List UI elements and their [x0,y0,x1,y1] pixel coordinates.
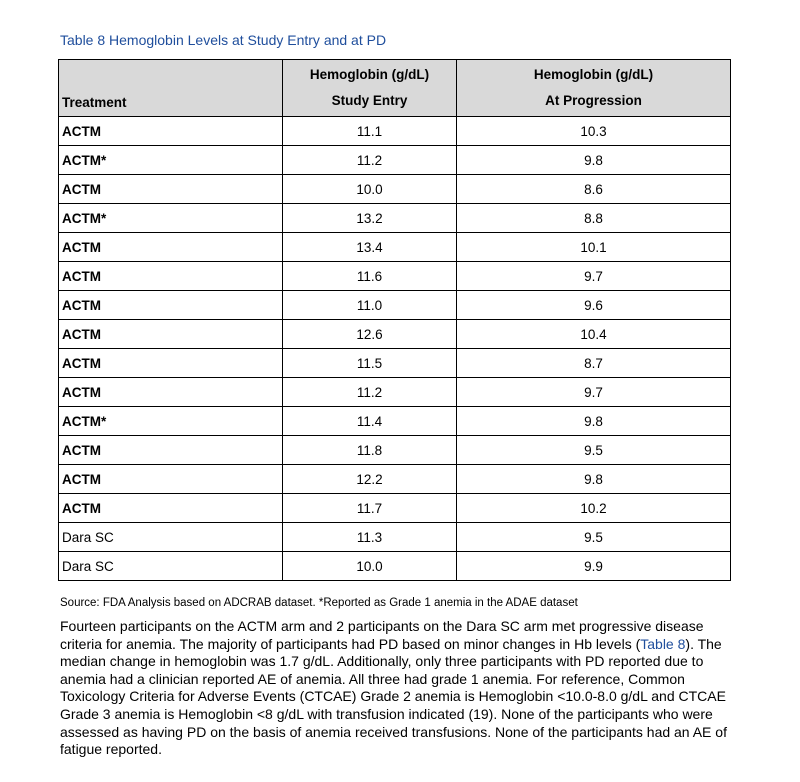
treatment-cell: Dara SC [59,552,283,581]
header-study-entry [283,60,457,117]
treatment-cell: Dara SC [59,523,283,552]
table-caption: Table 8 Hemoglobin Levels at Study Entry and at PD [60,32,387,48]
study-entry-cell: 13.4 [283,233,457,262]
treatment-cell: ACTM [59,291,283,320]
study-entry-cell: 11.7 [283,494,457,523]
progression-cell: 9.5 [457,523,731,552]
table-header-row [59,60,731,117]
header-study-entry-line2: Study Entry [331,93,408,108]
progression-cell: 8.7 [457,349,731,378]
table-row [59,436,731,465]
table-row [59,117,731,146]
treatment-cell: ACTM [59,262,283,291]
table-row [59,233,731,262]
hemoglobin-table [58,59,731,581]
study-entry-cell: 10.0 [283,552,457,581]
table-row [59,175,731,204]
progression-cell: 9.8 [457,407,731,436]
treatment-cell: ACTM [59,175,283,204]
progression-cell: 9.7 [457,378,731,407]
study-entry-cell: 11.4 [283,407,457,436]
table-row [59,378,731,407]
study-entry-cell: 11.5 [283,349,457,378]
treatment-cell: ACTM [59,233,283,262]
table-row [59,552,731,581]
study-entry-cell: 11.6 [283,262,457,291]
treatment-cell: ACTM [59,320,283,349]
header-progression-line1: Hemoglobin (g/dL) [533,67,654,82]
table-row [59,204,731,233]
study-entry-cell: 12.2 [283,465,457,494]
treatment-cell: ACTM* [59,204,283,233]
progression-cell: 10.1 [457,233,731,262]
progression-cell: 10.3 [457,117,731,146]
table-row [59,291,731,320]
table-row [59,320,731,349]
progression-cell: 9.8 [457,465,731,494]
study-entry-cell: 12.6 [283,320,457,349]
progression-cell: 9.8 [457,146,731,175]
study-entry-cell: 13.2 [283,204,457,233]
table-8-link[interactable]: Table 8 [640,635,686,652]
study-entry-cell: 11.2 [283,146,457,175]
table-source-note: Source: FDA Analysis based on ADCRAB dataset. *Reported as Grade 1 anemia in the ADAE dataset [60,597,578,609]
header-treatment: Treatment [59,60,283,117]
study-entry-cell: 11.2 [283,378,457,407]
study-entry-cell: 11.1 [283,117,457,146]
body-paragraph [60,618,740,759]
table-row [59,523,731,552]
study-entry-cell: 11.0 [283,291,457,320]
progression-cell: 9.6 [457,291,731,320]
table-body [59,117,731,581]
treatment-cell: ACTM [59,465,283,494]
progression-cell: 8.6 [457,175,731,204]
study-entry-cell: 11.3 [283,523,457,552]
paragraph-text-1: Fourteen participants on the ACTM arm and 2 participants on the Dara SC arm met progressive disease criteria for anemia. The majority of participants had PD based on minor changes in Hb levels ( [60,618,704,652]
progression-cell: 9.9 [457,552,731,581]
treatment-cell: ACTM [59,494,283,523]
progression-cell: 9.7 [457,262,731,291]
header-progression-line2: At Progression [545,93,642,108]
progression-cell: 8.8 [457,204,731,233]
treatment-cell: ACTM [59,349,283,378]
study-entry-cell: 11.8 [283,436,457,465]
progression-cell: 9.5 [457,436,731,465]
treatment-cell: ACTM [59,378,283,407]
table-row [59,494,731,523]
treatment-cell: ACTM* [59,407,283,436]
paragraph-text-2: ). The median change in hemoglobin was 1.7 g/dL. Additionally, only three participants with PD reported due to anemia had a clinician reported AE of anemia. All three had grade 1 anemia. For reference, Common Toxicology Criteria for Adverse Events (CTCAE) Grade 2 anemia is Hemoglobin <10.0-8.0 g/dL and CTCAE Grade 3 anemia is Hemoglobin <8 g/dL with transfusion indicated (19). None of the participants who were assessed as having PD on the basis of anemia received transfusions. None of the participants had an AE of fatigue reported. [60,635,727,758]
table-row [59,146,731,175]
table-row [59,407,731,436]
table-row [59,349,731,378]
table-row [59,262,731,291]
header-progression [457,60,731,117]
treatment-cell: ACTM* [59,146,283,175]
header-study-entry-line1: Hemoglobin (g/dL) [309,67,430,82]
study-entry-cell: 10.0 [283,175,457,204]
treatment-cell: ACTM [59,436,283,465]
progression-cell: 10.4 [457,320,731,349]
treatment-cell: ACTM [59,117,283,146]
progression-cell: 10.2 [457,494,731,523]
table-row [59,465,731,494]
